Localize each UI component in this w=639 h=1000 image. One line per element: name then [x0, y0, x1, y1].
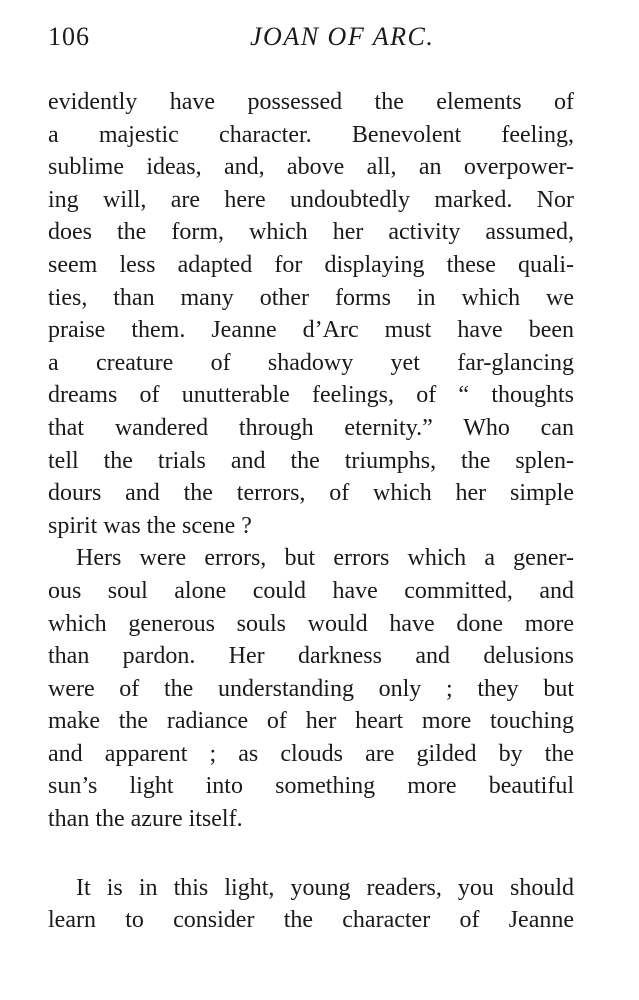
text-line: tell the trials and the triumphs, the splen- — [48, 447, 574, 474]
page-header — [48, 22, 574, 58]
text-line: ous soul alone could have committed, and — [48, 577, 574, 604]
text-line: Hers were errors, but errors which a gener- — [76, 545, 574, 572]
text-line: sun’s light into something more beautiful — [48, 773, 574, 800]
text-line: were of the understanding only ; they but — [48, 675, 574, 702]
text-line: dours and the terrors, of which her simple — [48, 480, 574, 507]
text-line: evidently have possessed the elements of — [48, 89, 574, 115]
text-line: spirit was the scene ? — [48, 512, 252, 539]
paragraph — [48, 542, 574, 835]
paragraph-gap — [48, 836, 574, 872]
text-line: learn to consider the character of Jeanne — [48, 907, 574, 934]
text-line: ing will, are here undoubtedly marked. Nor — [48, 186, 574, 213]
text-line: than pardon. Her darkness and delusions — [48, 643, 574, 670]
paragraph — [48, 86, 574, 542]
text-line: It is in this light, young readers, you should — [76, 874, 574, 901]
body-text — [48, 86, 574, 937]
text-line: a creature of shadowy yet far-glancing — [48, 349, 574, 376]
text-line: ties, than many other forms in which we — [48, 284, 574, 311]
text-line: which generous souls would have done more — [48, 610, 574, 637]
text-line: than the azure itself. — [48, 806, 243, 833]
text-line: dreams of unutterable feelings, of “ thoughts — [48, 382, 574, 409]
text-line: make the radiance of her heart more touching — [48, 708, 574, 735]
text-line: sublime ideas, and, above all, an overpower- — [48, 154, 574, 181]
text-line: praise them. Jeanne d’Arc must have been — [48, 317, 574, 344]
text-line: seem less adapted for displaying these quali- — [48, 251, 574, 278]
running-head: JOAN OF ARC. — [250, 22, 435, 51]
text-line: and apparent ; as clouds are gilded by the — [48, 740, 574, 767]
text-line: does the form, which her activity assumed, — [48, 219, 574, 246]
paragraph — [48, 872, 574, 937]
text-line: that wandered through eternity.” Who can — [48, 414, 574, 441]
page-number: 106 — [48, 22, 90, 51]
text-line: a majestic character. Benevolent feeling, — [48, 121, 574, 148]
